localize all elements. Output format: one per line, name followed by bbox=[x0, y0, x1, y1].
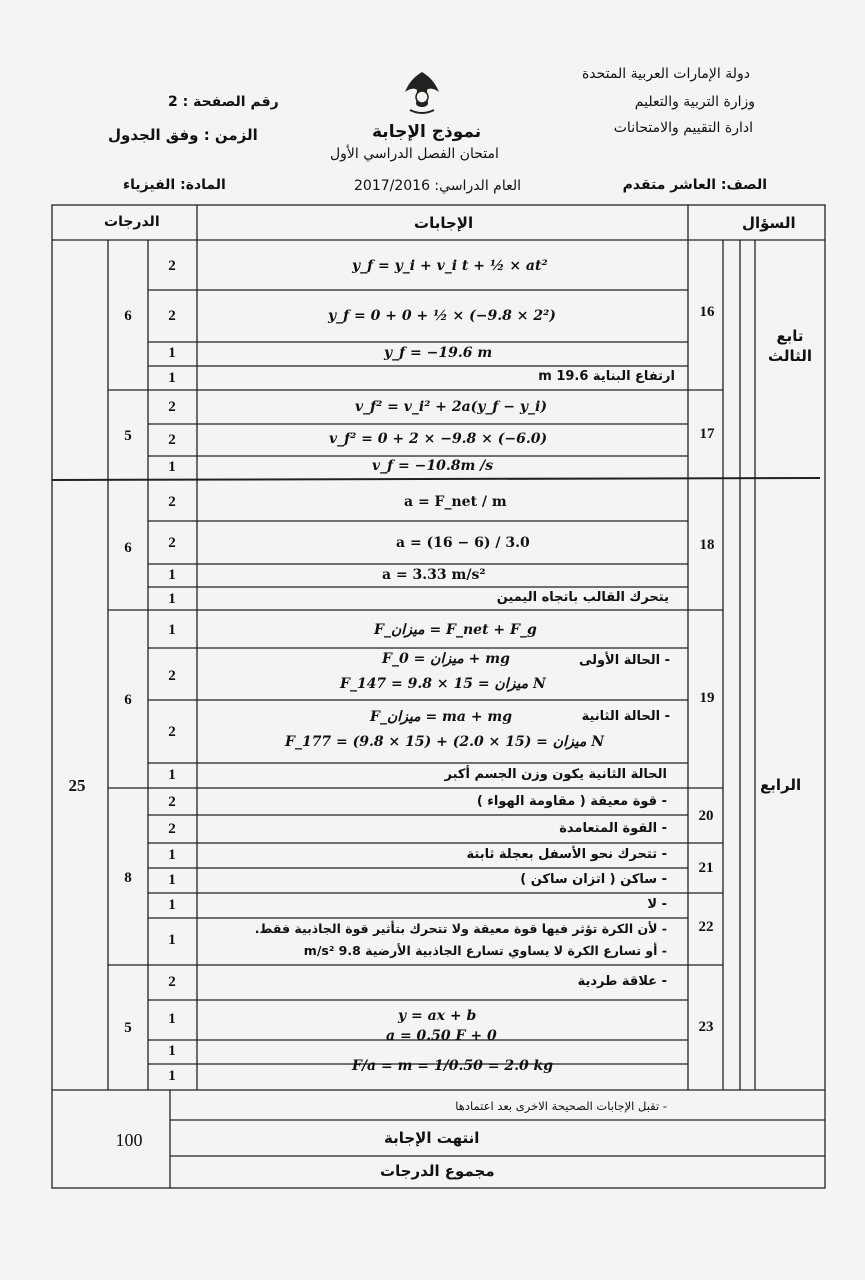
answers-column-header: الإجابات bbox=[414, 214, 474, 232]
question-number-16: 16 bbox=[699, 304, 715, 320]
total-marks-label: مجموع الدرجات bbox=[380, 1162, 495, 1180]
q19-case1-line1: F_ميزان = 0 + mg bbox=[382, 651, 510, 667]
q16-answer-3: y_f = −19.6 m bbox=[384, 345, 493, 361]
marks-column-header: الدرجات bbox=[104, 214, 160, 230]
country-name: دولة الإمارات العربية المتحدة bbox=[581, 66, 750, 82]
q19-answer-1: F_ميزان = F_net + F_g bbox=[374, 622, 537, 638]
question-column-header: السؤال bbox=[742, 214, 796, 232]
question-number-17: 17 bbox=[699, 426, 715, 442]
question-number-21: 21 bbox=[698, 860, 714, 876]
q19-case1-line2: F_ميزان = 15 × 9.8 = 147 N bbox=[340, 676, 546, 692]
exam-title: امتحان الفصل الدراسي الأول bbox=[330, 146, 499, 162]
q22-mark-2: 1 bbox=[168, 932, 176, 948]
q21-mark-2: 1 bbox=[168, 872, 176, 888]
q19-answer-4: الحالة الثانية يكون وزن الجسم أكبر bbox=[444, 767, 667, 782]
grade-label: الصف: العاشر متقدم bbox=[622, 177, 767, 193]
q18-mark-4: 1 bbox=[168, 591, 176, 607]
q16-answer-4: ارتفاع البناية 19.6 m bbox=[538, 369, 675, 384]
answer-end-label: انتهت الإجابة bbox=[384, 1129, 480, 1147]
question-number-19: 19 bbox=[699, 690, 715, 706]
q17-total: 5 bbox=[124, 428, 132, 444]
q18-mark-2: 2 bbox=[168, 535, 176, 551]
q17-answer-2: v_f² = 0 + 2 × −9.8 × (−6.0) bbox=[329, 431, 548, 447]
q20-mark-2: 2 bbox=[168, 821, 176, 837]
q23-answer-3: a = 0.50 F + 0 bbox=[386, 1028, 497, 1044]
section-fourth-total: 25 bbox=[68, 776, 86, 795]
q16-answer-1: y_f = y_i + v_i t + ½ × at² bbox=[352, 258, 548, 274]
ministry-name: وزارة التربية والتعليم bbox=[634, 94, 755, 110]
q19-total: 6 bbox=[124, 692, 132, 708]
subject-label: المادة: الفيزياء bbox=[123, 177, 226, 193]
q18-answer-1: a = F_net / m bbox=[404, 494, 507, 510]
year-label: العام الدراسي: 2017/2016 bbox=[354, 178, 521, 194]
q23-mark-4: 1 bbox=[168, 1068, 176, 1084]
q18-answer-4: يتحرك القالب باتجاه اليمين bbox=[496, 590, 669, 605]
q20-answer-2: - القوة المتعامدة bbox=[559, 821, 667, 836]
q18-mark-3: 1 bbox=[168, 567, 176, 583]
question-number-22: 22 bbox=[698, 919, 714, 935]
q16-answer-2: y_f = 0 + 0 + ½ × (−9.8 × 2²) bbox=[328, 308, 556, 324]
q18-total: 6 bbox=[124, 540, 132, 556]
q21-answer-2: - ساكن ( اتزان ساكن ) bbox=[520, 872, 667, 887]
q16-mark-4: 1 bbox=[168, 370, 176, 386]
question-number-20: 20 bbox=[698, 808, 714, 824]
q16-mark-2: 2 bbox=[168, 308, 176, 324]
q16-mark-3: 1 bbox=[168, 345, 176, 361]
q20-mark-1: 2 bbox=[168, 794, 176, 810]
q18-mark-1: 2 bbox=[168, 494, 176, 510]
q23-answer-4: F/a = m = 1/0.50 = 2.0 kg bbox=[352, 1058, 554, 1074]
q21-answer-1: - تتحرك نحو الأسفل بعجلة ثابتة bbox=[466, 847, 667, 862]
q22-answer-2-line2: - أو تسارع الكرة لا يساوي تسارع الجاذبية الأرضية 9.8 m/s² bbox=[303, 943, 667, 958]
q19-case2-line1: F_ميزان = ma + mg bbox=[370, 709, 513, 725]
time-label: الزمن : وفق الجدول bbox=[108, 126, 258, 144]
q21-mark-1: 1 bbox=[168, 847, 176, 863]
q23-mark-1: 2 bbox=[168, 974, 176, 990]
q22-answer-1: - لا bbox=[647, 897, 667, 912]
q16-total: 6 bbox=[124, 308, 132, 324]
q17-mark-3: 1 bbox=[168, 459, 176, 475]
total-score-value: 100 bbox=[115, 1130, 143, 1150]
q17-answer-3: v_f = −10.8m /s bbox=[372, 458, 494, 474]
q18-answer-3: a = 3.33 m/s² bbox=[382, 567, 486, 583]
q20-answer-1: - قوة معيقة ( مقاومة الهواء ) bbox=[476, 794, 667, 809]
q22-answer-2-line1: - لأن الكرة تؤثر فيها قوة معيقة ولا تتحرك بتأثير قوة الجاذبية فقط. bbox=[254, 921, 667, 936]
q18-answer-2: a = (16 − 6) / 3.0 bbox=[396, 535, 530, 551]
q19-mark-1: 1 bbox=[168, 622, 176, 638]
question-number-23: 23 bbox=[698, 1019, 714, 1035]
q23-mark-3: 1 bbox=[168, 1043, 176, 1059]
q23-answer-1: - علاقة طردية bbox=[577, 974, 667, 989]
department-name: ادارة التقييم والامتحانات bbox=[613, 120, 753, 136]
footer-note: - تقبل الإجابات الصحيحة الاخرى بعد اعتمادها bbox=[455, 1099, 667, 1113]
q19-case1-label: - الحالة الأولى bbox=[578, 653, 670, 668]
q17-answer-1: v_f² = v_i² + 2a(y_f − y_i) bbox=[355, 399, 547, 415]
section-third-continued: تابع الثالث bbox=[767, 327, 813, 365]
q23-mark-2: 1 bbox=[168, 1011, 176, 1027]
q23-answer-2: y = ax + b bbox=[398, 1008, 477, 1024]
q23-total: 5 bbox=[124, 1020, 132, 1036]
section-fourth: الرابع bbox=[760, 776, 802, 794]
q19-case2-line2: F_ميزان = (15 × 2.0) + (15 × 9.8) = 177 N bbox=[285, 734, 605, 750]
q17-mark-2: 2 bbox=[168, 432, 176, 448]
question-number-18: 18 bbox=[699, 537, 715, 553]
model-title: نموذج الإجابة bbox=[372, 122, 482, 142]
q16-mark-1: 2 bbox=[168, 258, 176, 274]
page-number: رقم الصفحة : 2 bbox=[168, 94, 279, 110]
q19-mark-3: 2 bbox=[168, 724, 176, 740]
q19-mark-4: 1 bbox=[168, 767, 176, 783]
q19-case2-label: - الحالة الثانية bbox=[581, 709, 670, 724]
q20-22-total: 8 bbox=[124, 870, 132, 886]
q19-mark-2: 2 bbox=[168, 668, 176, 684]
q17-mark-1: 2 bbox=[168, 399, 176, 415]
q22-mark-1: 1 bbox=[168, 897, 176, 913]
